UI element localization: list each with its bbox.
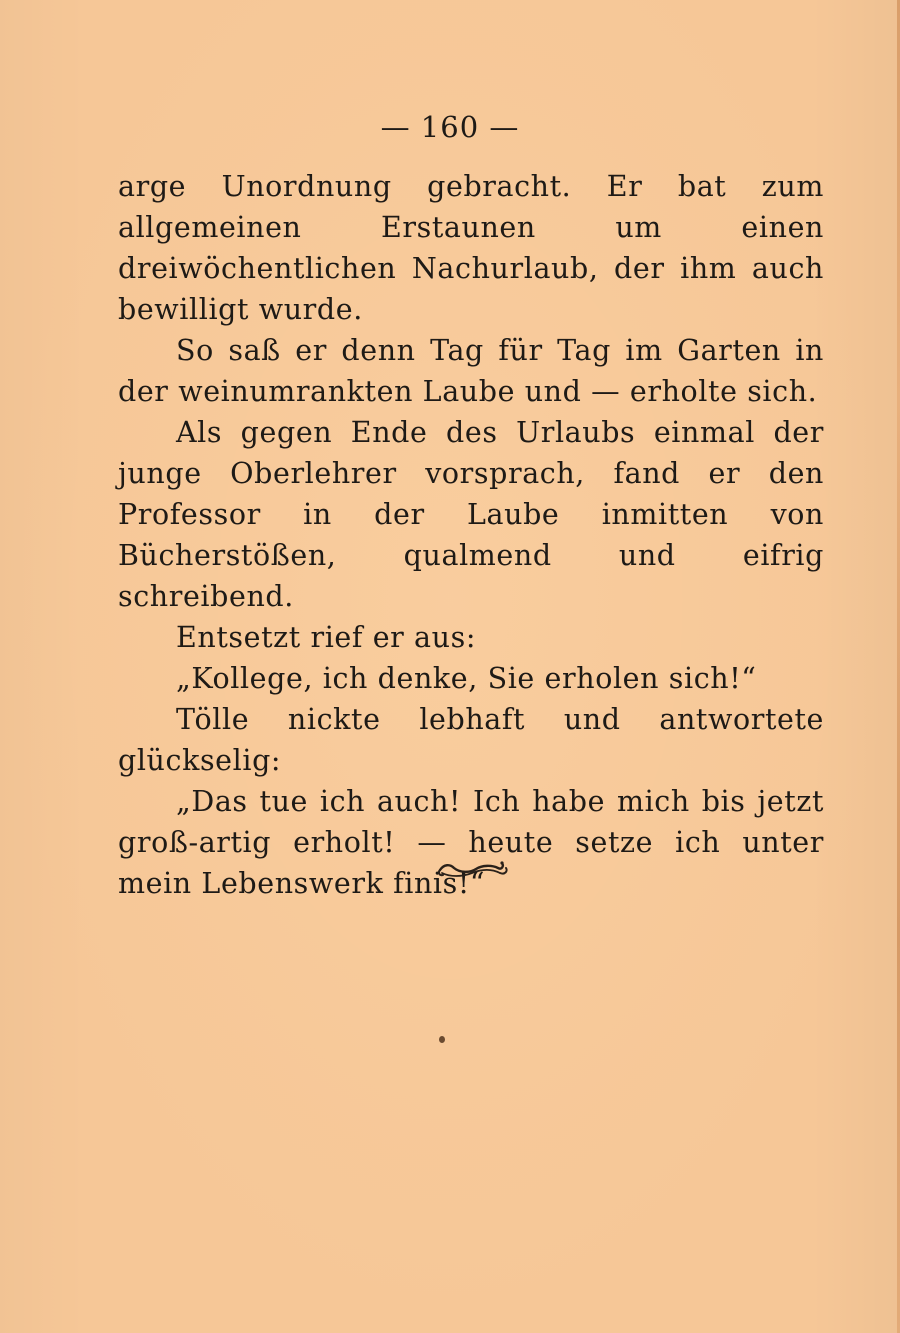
ink-speck bbox=[439, 1036, 445, 1043]
paragraph-4: Entsetzt rief er aus: bbox=[176, 621, 477, 654]
paragraph-5: „Kollege, ich denke, Sie erholen sich!“ bbox=[176, 662, 757, 695]
paragraph-7: „Das tue ich auch! Ich habe mich bis jetzt groß-artig erholt! — heute setze ich unter mein Lebenswerk finis!“ bbox=[118, 785, 824, 900]
paragraph-3: Als gegen Ende des Urlaubs einmal der junge Oberlehrer vorsprach, fand er den Professor in der Laube inmitten von Bücherstößen, qualmend und eifrig schreibend. bbox=[118, 416, 824, 613]
paragraph-1: arge Unordnung gebracht. Er bat zum allgemeinen Erstaunen um einen dreiwöchentlichen Nachurlaub, der ihm auch bewilligt wurde. bbox=[118, 170, 824, 326]
body-text bbox=[118, 166, 824, 904]
paragraph-2: So saß er denn Tag für Tag im Garten in der weinumrankten Laube und — erholte sich. bbox=[118, 334, 824, 408]
page-number: — 160 — bbox=[380, 110, 520, 144]
vignette-flourish-icon bbox=[436, 858, 510, 880]
paragraph-6: Tölle nickte lebhaft und antwortete glückselig: bbox=[118, 703, 824, 777]
